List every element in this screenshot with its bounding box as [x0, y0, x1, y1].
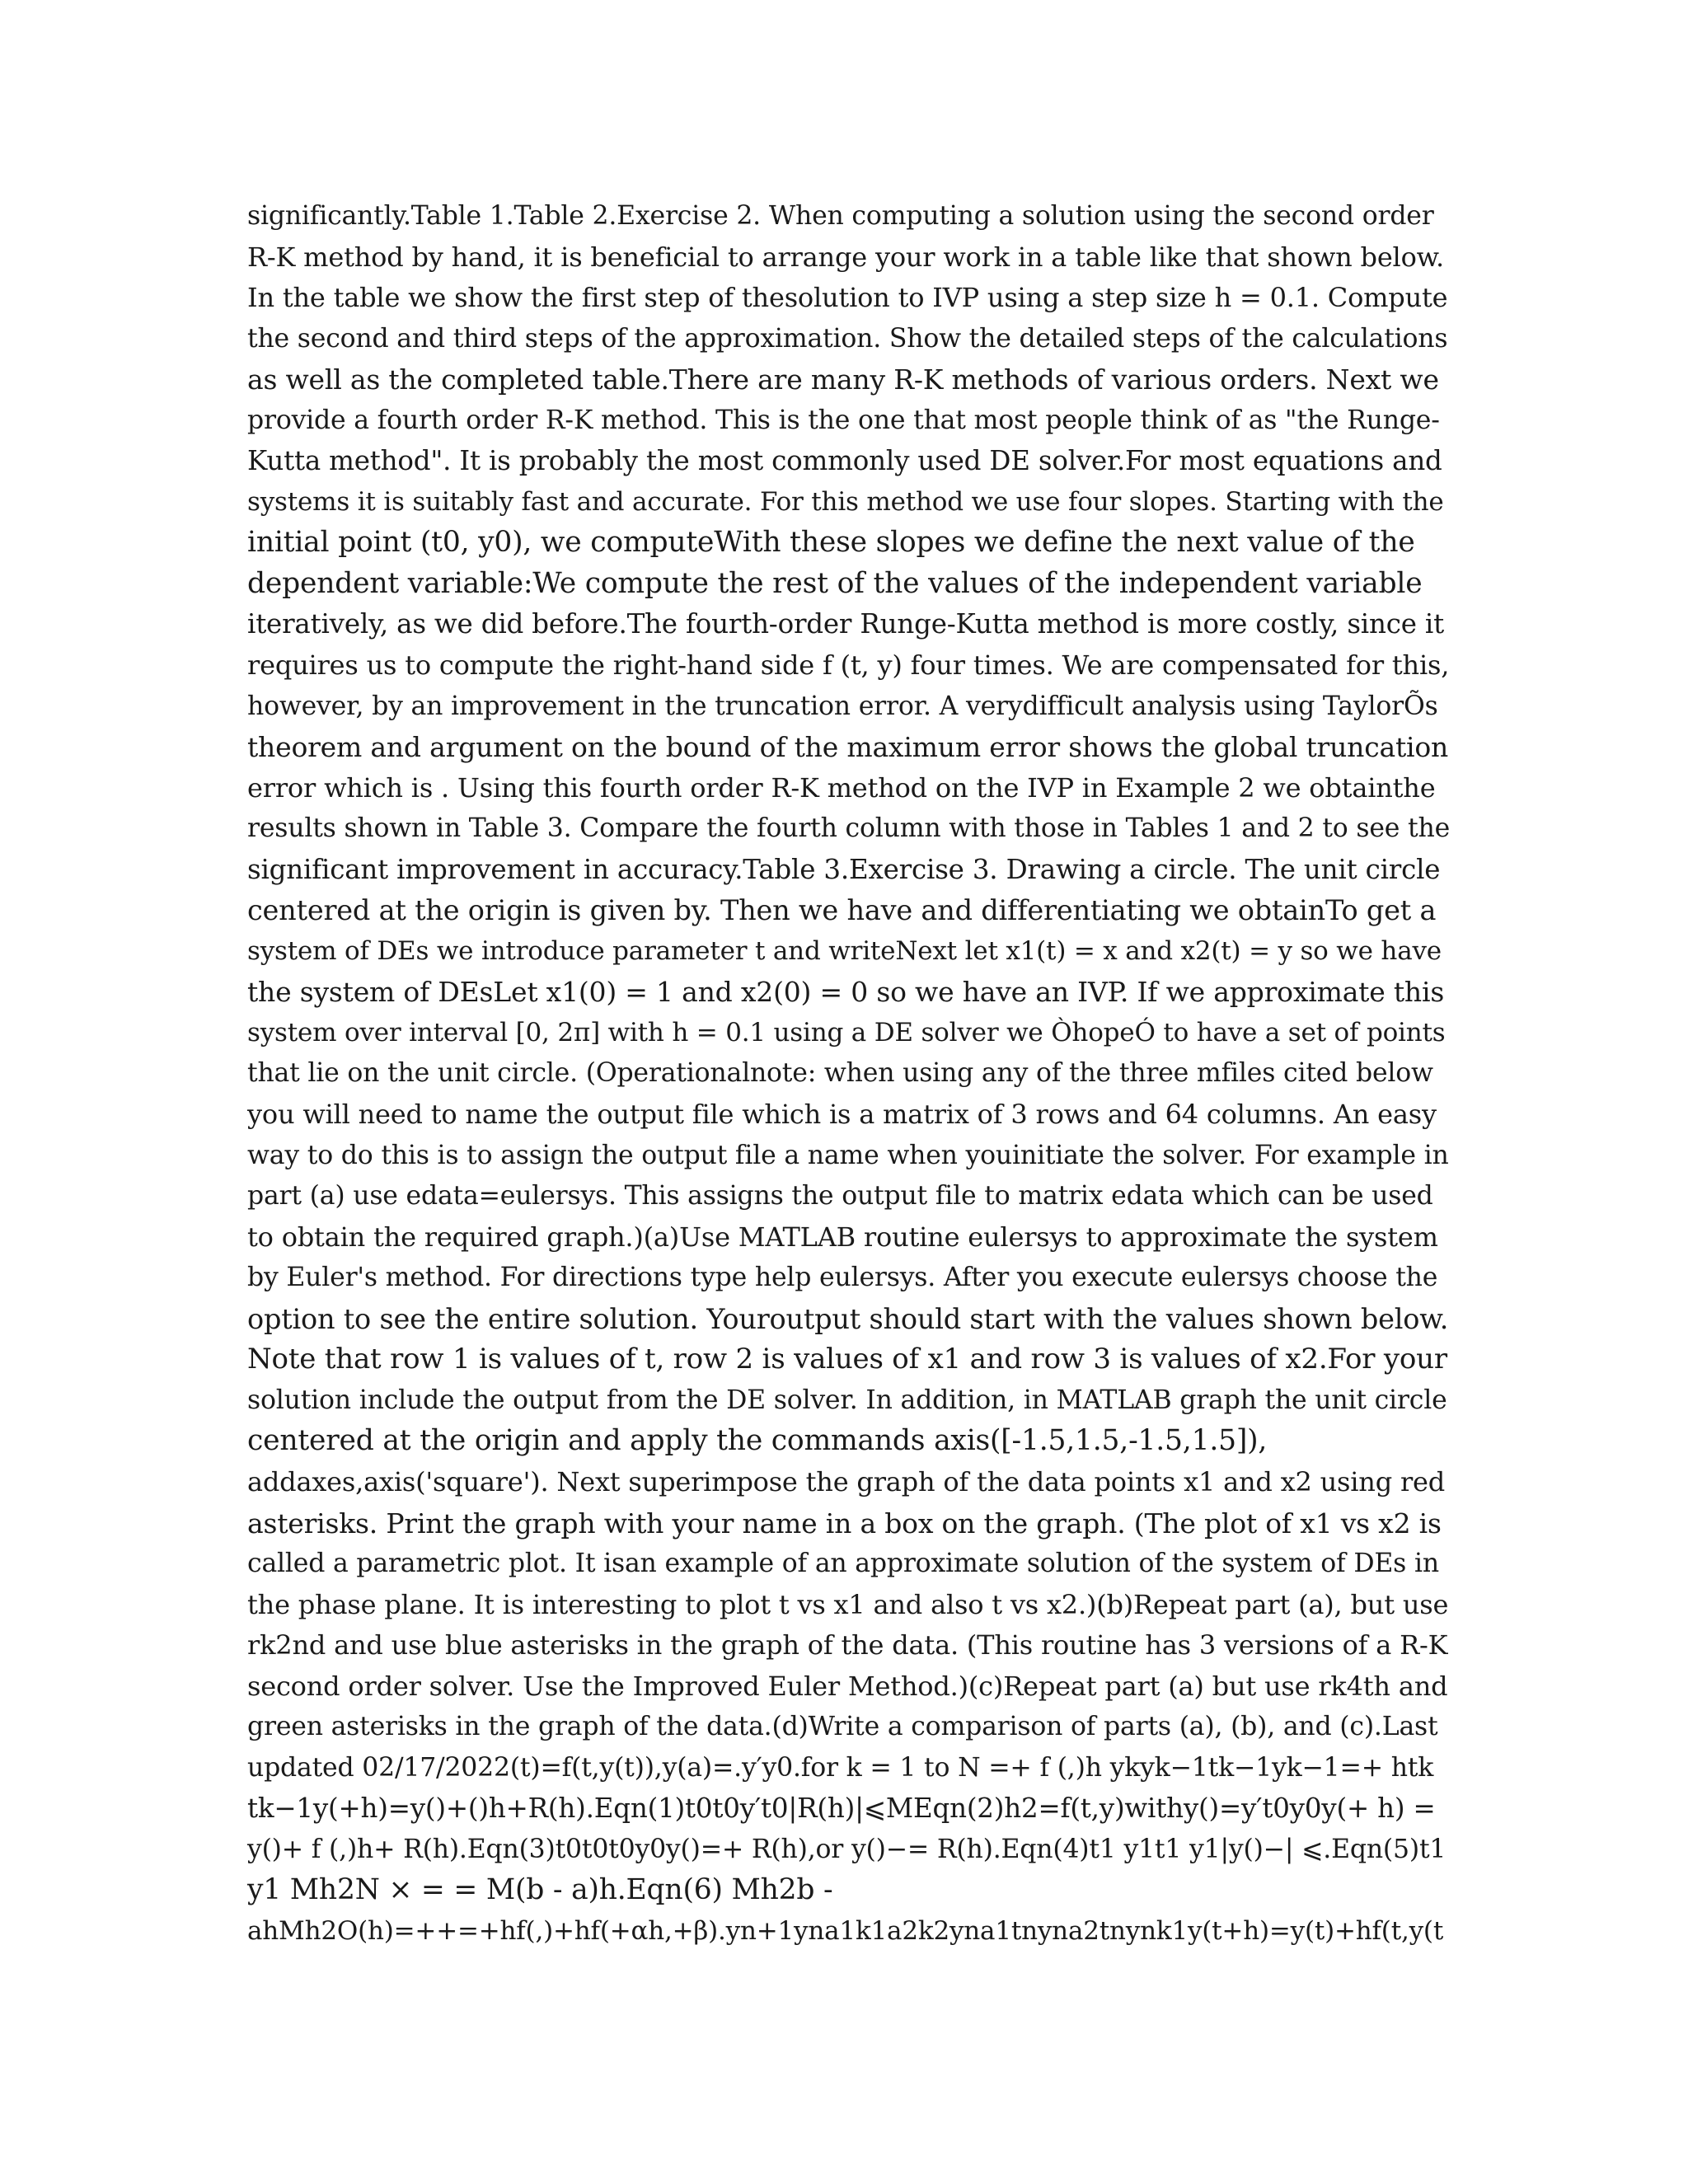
- text-line: provide a fourth order R-K method. This is the one that most people think of as "the Runge-: [247, 405, 1440, 435]
- text-line: requires us to compute the right-hand side f (t, y) four times. We are compensated for this,: [247, 649, 1450, 682]
- text-line: you will need to name the output file which is a matrix of 3 rows and 64 columns. An easy: [247, 1099, 1437, 1131]
- text-line: system of DEs we introduce parameter t and writeNext let x1(t) = x and x2(t) = y so we have: [247, 935, 1442, 966]
- text-line: R-K method by hand, it is beneficial to arrange your work in a table like that shown below.: [247, 241, 1445, 273]
- text-line: called a parametric plot. It isan example of an approximate solution of the system of DEs in: [247, 1549, 1439, 1579]
- text-line: iteratively, as we did before.The fourth-order Runge-Kutta method is more costly, since it: [247, 608, 1444, 640]
- text-line: In the table we show the first step of thesolution to IVP using a step size h = 0.1. Compute: [247, 282, 1448, 314]
- text-line: as well as the completed table.There are many R-K methods of various orders. Next we: [247, 363, 1439, 396]
- text-line: however, by an improvement in the truncation error. A verydifficult analysis using TaylorÕs: [247, 691, 1438, 721]
- text-line: dependent variable:We compute the rest of the values of the independent variable: [247, 566, 1423, 600]
- text-line: y()+ f (,)h+ R(h).Eqn(3)t0t0t0y0y()=+ R(h),or y()−= R(h).Eqn(4)t1 y1t1 y1|y()−| ⩽.Eqn(5)t1: [247, 1834, 1447, 1864]
- text-line: updated 02/17/2022(t)=f(t,y(t)),y(a)=.y′y0.for k = 1 to N =+ f (,)h ykyk−1tk−1yk−1=+ htk: [247, 1752, 1434, 1783]
- text-line: the second and third steps of the approximation. Show the detailed steps of the calculations: [247, 323, 1448, 354]
- text-line: the phase plane. It is interesting to plot t vs x1 and also t vs x2.)(b)Repeat part (a), but use: [247, 1588, 1449, 1620]
- text-line: system over interval [0, 2π] with h = 0.1 using a DE solver we ÒhopeÓ to have a set of points: [247, 1017, 1446, 1047]
- text-line: part (a) use edata=eulersys. This assigns the output file to matrix edata which can be used: [247, 1181, 1433, 1212]
- text-line: tk−1y(+h)=y()+()h+R(h).Eqn(1)t0t0y′t0|R(h)|⩽MEqn(2)h2=f(t,y)withy()=y′t0y0y(+ h) =: [247, 1793, 1436, 1825]
- text-line: error which is . Using this fourth order R-K method on the IVP in Example 2 we obtainthe: [247, 771, 1436, 804]
- text-line: addaxes,axis('square'). Next superimpose the graph of the data points x1 and x2 using red: [247, 1465, 1446, 1497]
- text-line: systems it is suitably fast and accurate. For this method we use four slopes. Starting with the: [247, 486, 1444, 517]
- text-line: significantly.Table 1.Table 2.Exercise 2. When computing a solution using the second order: [247, 201, 1434, 231]
- text-line: significant improvement in accuracy.Table 3.Exercise 3. Drawing a circle. The unit circle: [247, 853, 1441, 885]
- text-line: the system of DEsLet x1(0) = 1 and x2(0) = 0 so we have an IVP. If we approximate this: [247, 976, 1445, 1009]
- text-line: centered at the origin is given by. Then we have and differentiating we obtainTo get a: [247, 894, 1437, 927]
- text-line: y1 Mh2N × = = M(b - a)h.Eqn(6) Mh2b -: [247, 1873, 833, 1907]
- text-line: results shown in Table 3. Compare the fourth column with those in Tables 1 and 2 to see the: [247, 813, 1451, 844]
- text-line: green asterisks in the graph of the data.(d)Write a comparison of parts (a), (b), and (c).Last: [247, 1712, 1438, 1742]
- text-line: Note that row 1 is values of t, row 2 is values of x1 and row 3 is values of x2.For your: [247, 1343, 1447, 1376]
- text-line: solution include the output from the DE solver. In addition, in MATLAB graph the unit circle: [247, 1385, 1447, 1415]
- text-line: by Euler's method. For directions type help eulersys. After you execute eulersys choose the: [247, 1263, 1438, 1293]
- text-line: to obtain the required graph.)(a)Use MATLAB routine eulersys to approximate the system: [247, 1221, 1438, 1253]
- text-line: asterisks. Print the graph with your name in a box on the graph. (The plot of x1 vs x2 is: [247, 1507, 1442, 1540]
- text-line: theorem and argument on the bound of the maximum error shows the global truncation: [247, 731, 1449, 764]
- text-line: rk2nd and use blue asterisks in the graph of the data. (This routine has 3 versions of a R-K: [247, 1629, 1448, 1661]
- text-line: second order solver. Use the Improved Euler Method.)(c)Repeat part (a) but use rk4th and: [247, 1670, 1448, 1702]
- text-line: Kutta method". It is probably the most commonly used DE solver.For most equations and: [247, 445, 1442, 477]
- text-line: that lie on the unit circle. (Operationalnote: when using any of the three mfiles cited below: [247, 1058, 1433, 1089]
- text-line: initial point (t0, y0), we computeWith these slopes we define the next value of the: [247, 526, 1415, 560]
- text-line: way to do this is to assign the output file a name when youinitiate the solver. For example in: [247, 1140, 1449, 1170]
- body-text: [247, 196, 1451, 1952]
- text-line: centered at the origin and apply the commands axis([-1.5,1.5,-1.5,1.5]),: [247, 1424, 1268, 1458]
- text-line: ahMh2O(h)=++=+hf(,)+hf(+αh,+β).yn+1yna1k1a2k2yna1tnyna2tnynk1y(t+h)=y(t)+hf(t,y(t: [247, 1915, 1444, 1946]
- text-line: option to see the entire solution. Youroutput should start with the values shown below.: [247, 1302, 1449, 1335]
